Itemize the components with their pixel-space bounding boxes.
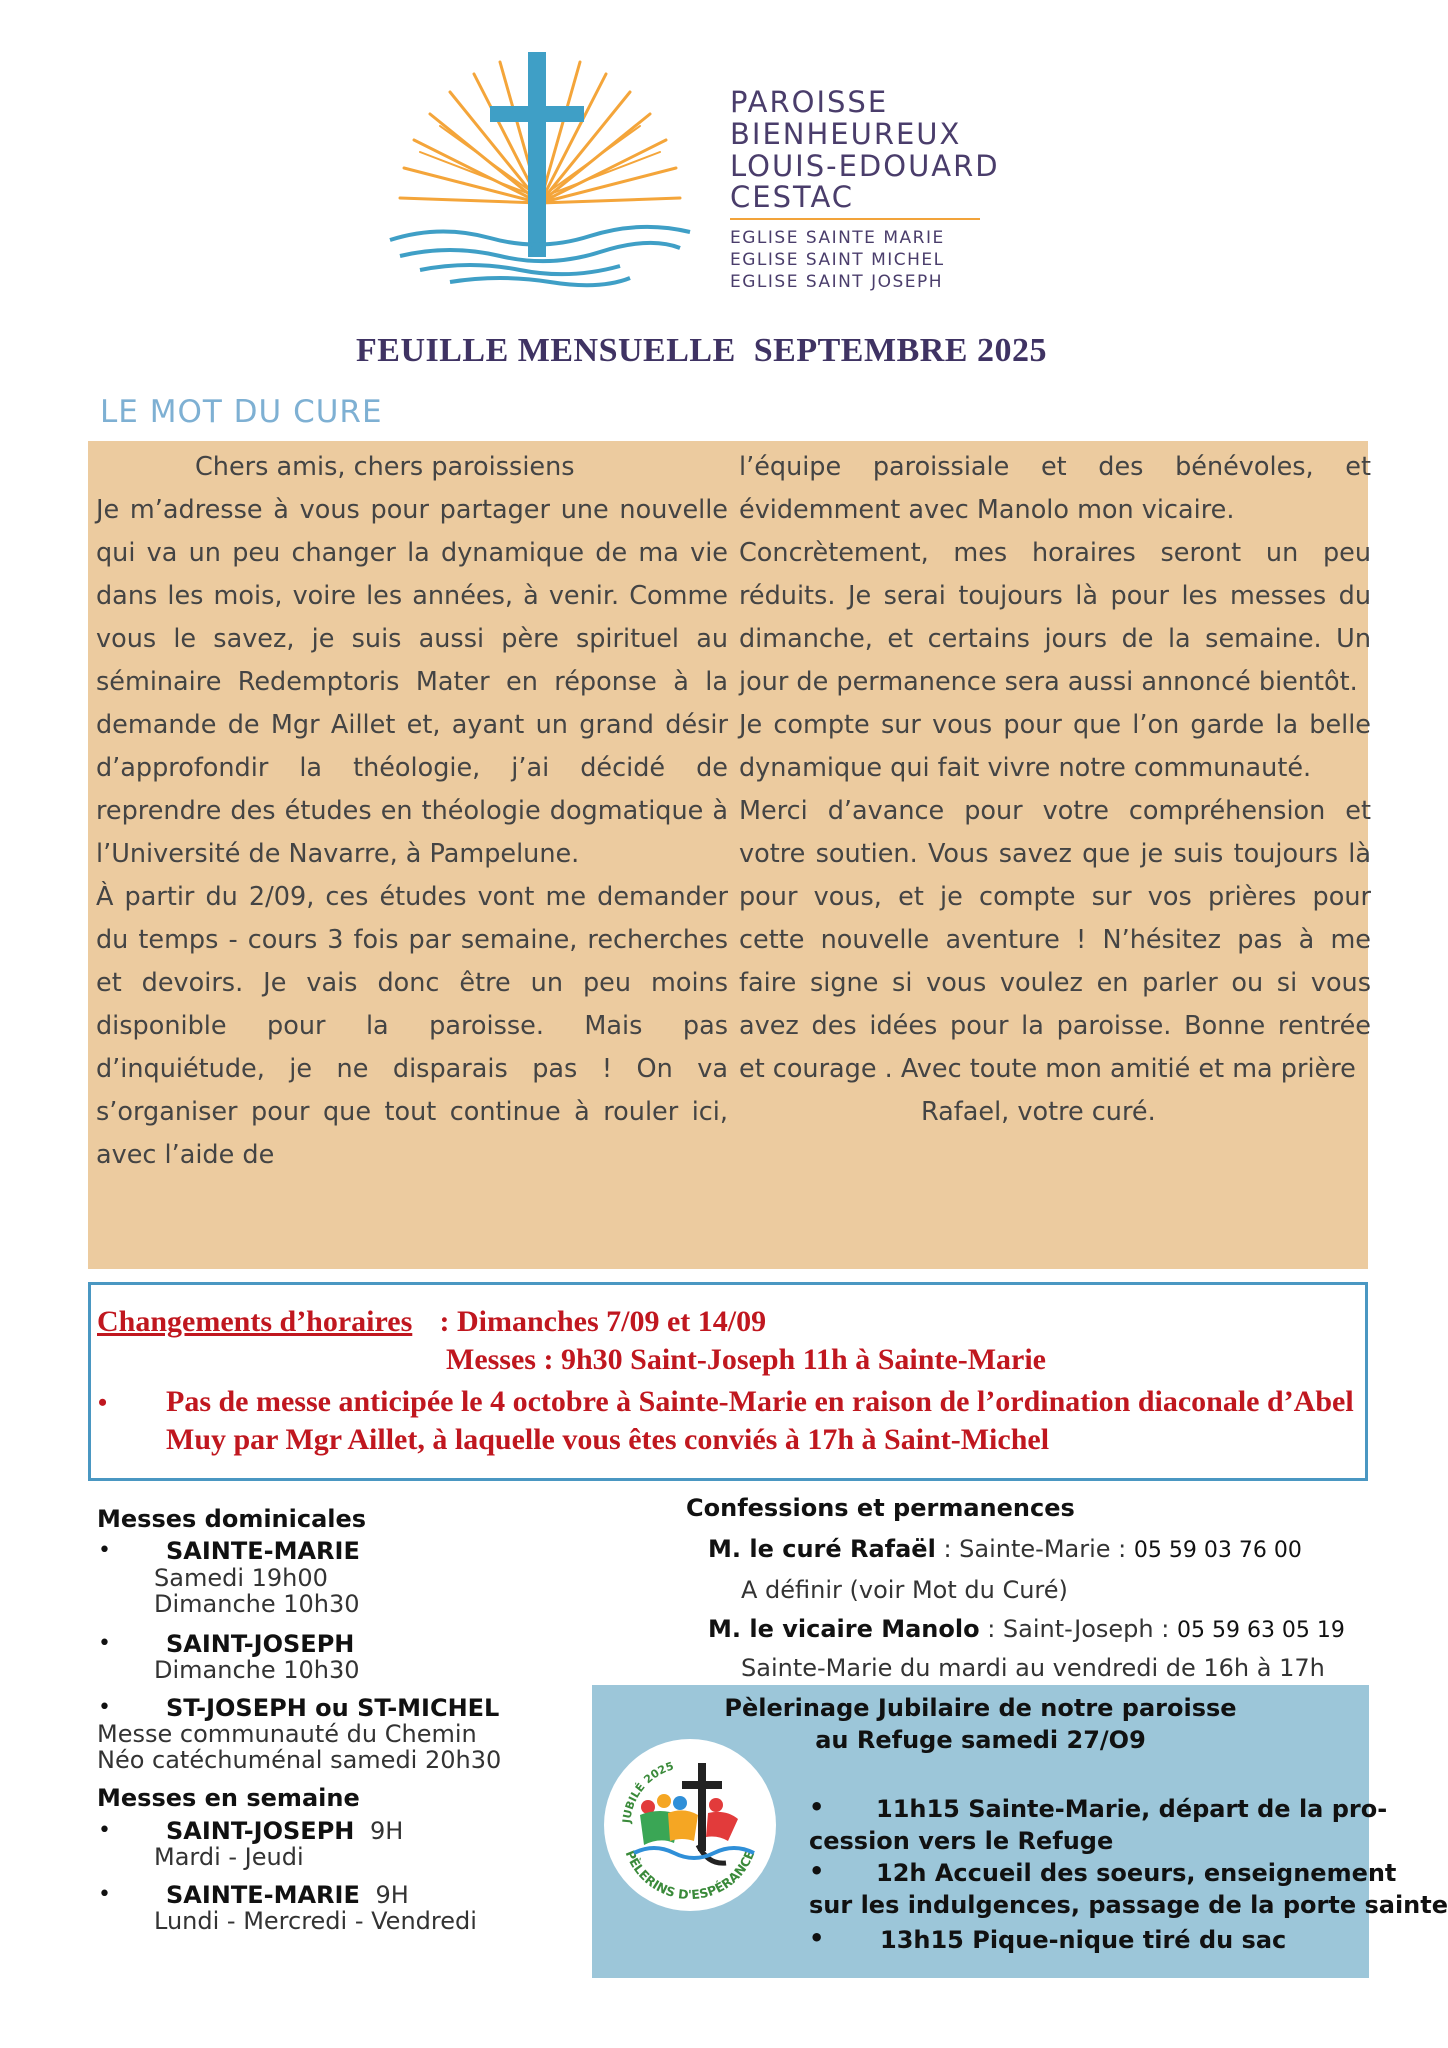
pilgrimage-item-1a: 11h15 Sainte-Marie, départ de la pro- [876, 1795, 1388, 1823]
weekday-sj-time: 9H [370, 1817, 404, 1845]
sunday-masses-heading: Messes dominicales [97, 1505, 367, 1533]
pilgrimage-item-2b: sur les indulgences, passage de la porte sainte [809, 1891, 1448, 1919]
weekday-sj-name: SAINT-JOSEPH [166, 1817, 355, 1845]
weekday-sm-days: Lundi - Mercredi - Vendredi [154, 1907, 477, 1935]
vicar-phone: 05 59 63 05 19 [1176, 1618, 1345, 1643]
parish-logo [380, 48, 700, 298]
letter-paragraph: Concrètement, mes horaires seront un peu réduits. Je serai toujours là pour les messes du dimanche, et certains jours de la semaine. Un jour de permanence sera aussi annoncé bientôt. [739, 538, 1371, 697]
changes-dates: : Dimanches 7/09 et 14/09 [432, 1305, 767, 1338]
vicar-place: : Saint-Joseph : [979, 1615, 1177, 1643]
vicar-name: M. le vicaire Manolo [708, 1615, 980, 1643]
logo-line-3: LOUIS-EDOUARD [730, 149, 1000, 183]
weekday-sainte-marie [166, 1881, 409, 1909]
sunday-stjoseph-stmichel: ST-JOSEPH ou ST-MICHEL [166, 1694, 500, 1722]
vicar-permanence [708, 1615, 1345, 1643]
bullet-icon: • [98, 1631, 111, 1656]
pilgrimage-item-1b: cession vers le Refuge [809, 1827, 1114, 1855]
cure-note: A définir (voir Mot du Curé) [741, 1576, 1068, 1604]
pilgrimage-item-2a: 12h Accueil des soeurs, enseignement [876, 1859, 1397, 1887]
weekday-sm-name: SAINTE-MARIE [166, 1881, 360, 1909]
letter-column-left [96, 446, 728, 1177]
bullet-icon: • [98, 1695, 111, 1720]
logo-line-4: CESTAC [730, 180, 855, 214]
cure-place: : Sainte-Marie : [935, 1535, 1134, 1563]
logo-line-1: PAROISSE [730, 85, 889, 119]
church-saint-michel: EGLISE SAINT MICHEL [730, 250, 945, 270]
church-sainte-marie: EGLISE SAINTE MARIE [730, 228, 945, 248]
weekday-saint-joseph [166, 1817, 403, 1845]
letter-paragraph: À partir du 2/09, ces études vont me demander du temps - cours 3 fois par semaine, recherches et devoirs. Je vais donc être un peu moins disponible pour la paroisse. Mais pas d’inquiétude, je ne disparais pas ! On va s’organiser pour que tout continue à rouler ici, avec l’aide de [96, 882, 728, 1170]
pilgrimage-item-3: 13h15 Pique-nique tiré du sac [880, 1926, 1287, 1954]
church-saint-joseph: EGLISE SAINT JOSEPH [730, 272, 944, 292]
cure-name: M. le curé Rafaël [708, 1535, 936, 1563]
jubilee-logo-bottom-text: PÈLERINS D'ESPÉRANCE [622, 1848, 758, 1903]
cross-icon [528, 52, 546, 257]
changes-masses: Messes : 9h30 Saint-Joseph 11h à Sainte-Marie [446, 1343, 1046, 1376]
letter-paragraph: l’équipe paroissiale et des bénévoles, et évidemment avec Manolo mon vicaire. [739, 452, 1371, 525]
letter-paragraph: Je compte sur vous pour que l’on garde la belle dynamique qui fait vivre notre communauté. [739, 710, 1371, 783]
sunday-sm-time-2: Dimanche 10h30 [154, 1590, 360, 1618]
bullet-icon: • [809, 1857, 825, 1885]
jubilee-logo-top-text: JUBILÉ 2025 [620, 1759, 676, 1824]
letter-signature: Rafael, votre curé. [921, 1097, 1156, 1127]
vicar-note: Sainte-Marie du mardi au vendredi de 16h à 17h [741, 1654, 1325, 1682]
document-title: FEUILLE MENSUELLE SEPTEMBRE 2025 [356, 332, 1047, 369]
sunday-chemin-line-2: Néo catéchuménal samedi 20h30 [97, 1746, 502, 1774]
sunday-sainte-marie: SAINTE-MARIE [166, 1537, 360, 1565]
bullet-icon: • [809, 1793, 825, 1821]
bullet-icon: • [98, 1882, 111, 1907]
logo-divider [730, 218, 980, 220]
letter-paragraph: Je m’adresse à vous pour partager une nouvelle qui va un peu changer la dynamique de ma vie dans les mois, voire les années, à venir. Comme vous le savez, je suis aussi père spirituel au séminaire Redemptoris Mater en réponse à la demande de Mgr Aillet et, ayant un grand désir d’approfondir la théologie, j’ai décidé de reprendre des études en théologie dogmatique à l’Université de Navarre, à Pampelune. [96, 495, 728, 869]
bullet-icon: • [98, 1538, 111, 1563]
weekday-sm-time: 9H [375, 1881, 409, 1909]
pilgrimage-title-1: Pèlerinage Jubilaire de notre paroisse [724, 1694, 1237, 1722]
weekday-masses-heading: Messes en semaine [97, 1784, 360, 1812]
logo-line-2: BIENHEUREUX [730, 117, 962, 151]
confessions-heading: Confessions et permanences [686, 1494, 1075, 1522]
bullet-icon: • [98, 1818, 111, 1843]
cure-permanence [708, 1535, 1302, 1563]
changes-label: Changements d’horaires [97, 1305, 413, 1338]
sunday-sj-time: Dimanche 10h30 [154, 1656, 360, 1684]
cure-phone: 05 59 03 76 00 [1133, 1538, 1302, 1563]
letter-greeting: Chers amis, chers paroissiens [195, 452, 575, 482]
bullet-icon: • [809, 1924, 825, 1952]
letter-column-right [739, 446, 1371, 1134]
sunday-sm-time-1: Samedi 19h00 [154, 1564, 328, 1592]
pilgrimage-title-2: au Refuge samedi 27/O9 [815, 1726, 1146, 1754]
jubilee-logo [600, 1735, 780, 1915]
weekday-sj-days: Mardi - Jeudi [154, 1843, 304, 1871]
changes-notice: Pas de messe anticipée le 4 octobre à Sainte-Marie en raison de l’ordination diaconale d’Abel Muy par Mgr Aillet, à laquelle vous êtes conviés à 17h à Saint-Michel [166, 1385, 1354, 1456]
sunday-chemin-line-1: Messe communauté du Chemin [97, 1720, 477, 1748]
letter-paragraph: Merci d’avance pour votre compréhension et votre soutien. Vous savez que je suis toujours là pour vous, et je compte sur vos prières pour cette nouvelle aventure ! N’hésitez pas à me faire signe si vous voulez en parler ou si vous avez des idées pour la paroisse. Bonne rentrée et courage . Avec toute mon amitié et ma prière [739, 796, 1371, 1084]
section-title: LE MOT DU CURE [100, 394, 383, 430]
bullet-icon: • [98, 1388, 108, 1417]
sunday-saint-joseph: SAINT-JOSEPH [166, 1630, 355, 1658]
